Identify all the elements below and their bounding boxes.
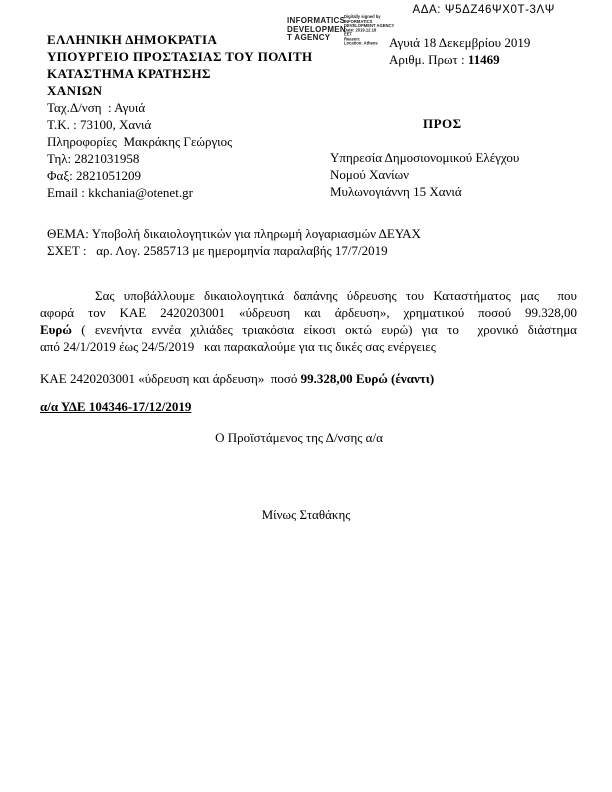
digital-signature-stamp [287, 17, 346, 43]
stamp-sig-line: Date: 2019.12.18 [344, 27, 377, 33]
recipient-label: ΠΡΟΣ [423, 116, 462, 131]
body-line-3-bold: Ευρώ [40, 322, 72, 337]
contact-person: Πληροφορίες Μακράκης Γεώργιος [47, 134, 233, 149]
sender-contact-block [47, 99, 232, 201]
contact-phone: Τηλ: 2821031958 [47, 151, 140, 166]
org-line-2: ΥΠΟΥΡΓΕΙΟ ΠΡΟΣΤΑΣΙΑΣ ΤΟΥ ΠΟΛΙΤΗ [47, 49, 313, 64]
org-line-1: ΕΛΛΗΝΙΚΗ ΔΗΜΟΚΡΑΤΙΑ [47, 32, 218, 47]
yde-reference-line: α/α ΥΔΕ 104346-17/12/2019 [40, 399, 192, 414]
stamp-sig-line: DEVELOPMENT AGENCY [344, 23, 395, 28]
kae-amount-line [40, 371, 434, 387]
stamp-sig-line: Reason: [344, 36, 361, 41]
subject-line: ΘΕΜΑ: Υποβολή δικαιολογητικών για πληρωμή λογαριασμών ΔΕΥΑΧ [47, 226, 421, 241]
body-line-1: Σας υποβάλλουμε δικαιολογητικά δαπάνης ύδρευσης του Καταστήματος μας που [95, 288, 577, 303]
contact-postcode: Τ.Κ. : 73100, Χανιά [47, 117, 152, 132]
ada-code: ΑΔΑ: Ψ5ΔΖ46ΨΧ0Τ-3ΛΨ [412, 4, 555, 16]
stamp-agency-line: DEVELOPMEN [287, 24, 347, 34]
stamp-sig-line: Location: Athens [344, 40, 378, 46]
body-line-2: αφορά τον ΚΑΕ 2420203001 «ύδρευση και άρδευση», χρηματικού ποσού 99.328,00 [40, 305, 577, 320]
recipient-line-3: Μυλωνογιάννη 15 Χανιά [330, 184, 462, 199]
body-line-4: από 24/1/2019 έως 24/5/2019 και παρακαλούμε για τις δικές σας ενέργειες [40, 339, 436, 354]
protocol-number-line [389, 52, 500, 68]
kae-label: ΚΑΕ 2420203001 «ύδρευση και άρδευση» ποσό [40, 371, 301, 386]
stamp-agency-line: T AGENCY [287, 33, 331, 42]
signatory-title: Ο Προϊστάμενος της Δ/νσης α/α [215, 430, 383, 445]
contact-email: Email : kkchania@otenet.gr [47, 185, 193, 200]
org-line-4: ΧΑΝΙΩΝ [47, 83, 103, 98]
recipient-block [330, 149, 519, 200]
org-header [47, 31, 313, 99]
body-line-3-rest: ( ενενήντα εννέα χιλιάδες τριακόσια είκοσι οκτώ ευρώ) για το χρονικό διάστημα [71, 322, 577, 337]
body-paragraph [40, 287, 577, 355]
place-and-date: Αγυιά 18 Δεκεμβρίου 2019 [389, 35, 531, 50]
protocol-number: 11469 [467, 52, 500, 67]
stamp-sig-line: EET [344, 32, 353, 37]
stamp-sig-line: Digitally signed by [344, 14, 381, 20]
signatory-name: Μίνως Σταθάκης [261, 507, 351, 522]
contact-fax: Φαξ: 2821051209 [47, 168, 141, 183]
protocol-label: Αριθμ. Πρωτ : [389, 52, 468, 67]
stamp-agency-line: INFORMATICS [287, 16, 346, 25]
org-line-3: ΚΑΤΑΣΤΗΜΑ ΚΡΑΤΗΣΗΣ [47, 66, 211, 81]
body-line-3 [40, 321, 577, 338]
recipient-line-1: Υπηρεσία Δημοσιονομικού Ελέγχου [330, 150, 520, 165]
recipient-line-2: Νομού Χανίων [330, 167, 410, 182]
kae-amount: 99.328,00 Ευρώ (έναντι) [300, 371, 435, 386]
contact-address: Ταχ.Δ/νση : Αγυιά [47, 100, 146, 115]
reference-line: ΣΧΕΤ : αρ. Λογ. 2585713 με ημερομηνία παραλαβής 17/7/2019 [47, 243, 388, 258]
stamp-sig-line: INFORMATICS [344, 18, 373, 24]
